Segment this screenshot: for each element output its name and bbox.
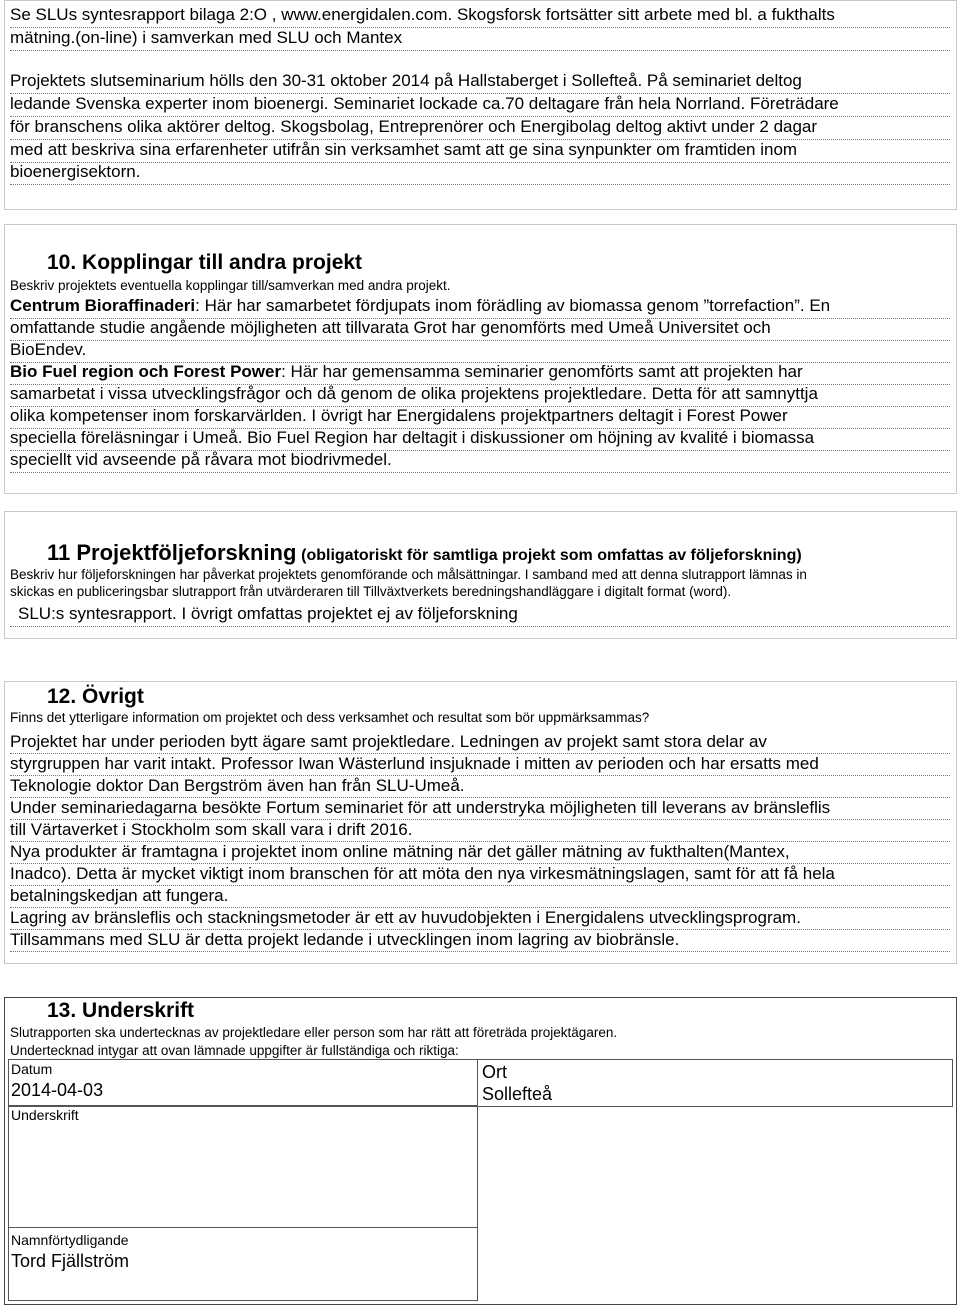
sec10-line: samarbetat i vissa utvecklingsfrågor och då genom de olika projektens projektledare. Detta för att samnyttja bbox=[10, 384, 818, 403]
section-12-title: 12. Övrigt bbox=[47, 685, 144, 708]
namnfortydligande-label: Namnförtydligande bbox=[11, 1232, 129, 1248]
sec12-line: Teknologie doktor Dan Bergström även han från SLU-Umeå. bbox=[10, 776, 465, 795]
datum-value: 2014-04-03 bbox=[11, 1080, 104, 1100]
section-11-heading bbox=[47, 539, 802, 567]
section-11-instruction: Beskriv hur följeforskningen har påverkat projektets genomförande och målsättningar. I samband med att denna slutrapport lämnas in bbox=[10, 567, 807, 582]
section-10-instruction: Beskriv projektets eventuella kopplingar till/samverkan med andra projekt. bbox=[10, 278, 451, 293]
bio-fuel-region-label: Bio Fuel region och Forest Power bbox=[10, 362, 282, 381]
section-11-instruction: skickas en publiceringsbar slutrapport från utvärderaren till Tillväxtverkets beredningshandläggare i digitalt format (word). bbox=[10, 584, 732, 599]
sec10-line: omfattande studie angående möjligheten att tillvarata Grot har genomförts med Umeå Universitet och bbox=[10, 318, 771, 337]
section-10-title: 10. Kopplingar till andra projekt bbox=[47, 251, 363, 274]
sec9-line: Projektets slutseminarium hölls den 30-31 oktober 2014 på Hallstaberget i Sollefteå. På seminariet deltog bbox=[10, 71, 802, 90]
sec9-line: Se SLUs syntesrapport bilaga 2:O , www.energidalen.com. Skogsforsk fortsätter sitt arbete med bl. a fukthalts bbox=[10, 5, 835, 24]
sec10-line: BioEndev. bbox=[10, 340, 87, 359]
sec12-line: Lagring av bränsleflis och stackningsmetoder är ett av huvudobjekten i Energidalens utvecklingsprogram. bbox=[10, 908, 801, 927]
sec9-line: bioenergisektorn. bbox=[10, 162, 141, 181]
sec10-line: speciellt vid avseende på råvara mot biodrivmedel. bbox=[10, 450, 392, 469]
sec10-line: olika kompetenser inom forskarvärlden. I övrigt har Energidalens projektpartners deltagit i Forest Power bbox=[10, 406, 788, 425]
sec9-line: med att beskriva sina erfarenheter utifrån sin verksamhet samt att ge sina synpunkter om framtiden inom bbox=[10, 140, 798, 159]
section-11-answer: SLU:s syntesrapport. I övrigt omfattas projektet ej av följeforskning bbox=[18, 604, 518, 623]
ort-label: Ort bbox=[482, 1062, 507, 1082]
underskrift-label: Underskrift bbox=[11, 1107, 79, 1123]
namnfortydligande-value: Tord Fjällström bbox=[11, 1251, 130, 1271]
sec9-line: för branschens olika aktörer deltog. Skogsbolag, Entreprenörer och Energibolag deltog aktivt under 2 dagar bbox=[10, 117, 818, 136]
section-13-title: 13. Underskrift bbox=[47, 999, 195, 1022]
sec12-line: betalningskedjan att fungera. bbox=[10, 886, 229, 905]
section-12-instruction: Finns det ytterligare information om projektet och dess verksamhet och resultat som bör uppmärksammas? bbox=[10, 710, 650, 725]
sec12-line: till Värtaverket i Stockholm som skall vara i drift 2016. bbox=[10, 820, 413, 839]
datum-label: Datum bbox=[11, 1061, 53, 1077]
sec12-line: Under seminariedagarna besökte Fortum seminariet för att understryka möjligheten till leverans av bränsleflis bbox=[10, 798, 831, 817]
centrum-bioraffinaderi-label: Centrum Bioraffinaderi bbox=[10, 296, 196, 315]
sec10-paragraph-1: Centrum Bioraffinaderi: Här har samarbetet fördjupats inom förädling av biomassa genom ”torrefaction”. En bbox=[10, 296, 831, 315]
sec10-paragraph-2: Bio Fuel region och Forest Power: Här har gemensamma seminarier genomförts samt att projekten har bbox=[10, 362, 803, 381]
sec9-line: ledande Svenska experter inom bioenergi. Seminariet lockade ca.70 deltagare från hela Norrland. Företrädare bbox=[10, 94, 839, 113]
section-11-title: 11 Projektföljeforskning bbox=[47, 540, 297, 565]
ort-value: Sollefteå bbox=[482, 1084, 553, 1104]
sec12-line: Projektet har under perioden bytt ägare samt projektledare. Ledningen av projekt samt stora delar av bbox=[10, 732, 767, 751]
section-13-instruction: Undertecknad intygar att ovan lämnade uppgifter är fullständiga och riktiga: bbox=[10, 1043, 459, 1058]
sec12-line: Inadco). Detta är mycket viktigt inom branschen för att möta den nya virkesmätningslagen, samt för att få hela bbox=[10, 864, 835, 883]
sec10-line: speciella föreläsningar i Umeå. Bio Fuel Region har deltagit i diskussioner om höjning av kvalité i biomassa bbox=[10, 428, 815, 447]
section-11-subtitle: (obligatoriskt för samtliga projekt som omfattas av följeforskning) bbox=[301, 547, 802, 564]
sec12-line: Tillsammans med SLU är detta projekt ledande i utvecklingen inom lagring av biobränsle. bbox=[10, 930, 680, 949]
sec12-line: Nya produkter är framtagna i projektet inom online mätning när det gäller mätning av fukthalten(Mantex, bbox=[10, 842, 790, 861]
section-13-instruction: Slutrapporten ska undertecknas av projektledare eller person som har rätt att företräda projektägaren. bbox=[10, 1025, 618, 1040]
sec9-line: mätning.(on-line) i samverkan med SLU och Mantex bbox=[10, 28, 403, 47]
sec12-line: styrgruppen har varit intakt. Professor Iwan Wästerlund insjuknade i mitten av perioden och har ersatts med bbox=[10, 754, 819, 773]
